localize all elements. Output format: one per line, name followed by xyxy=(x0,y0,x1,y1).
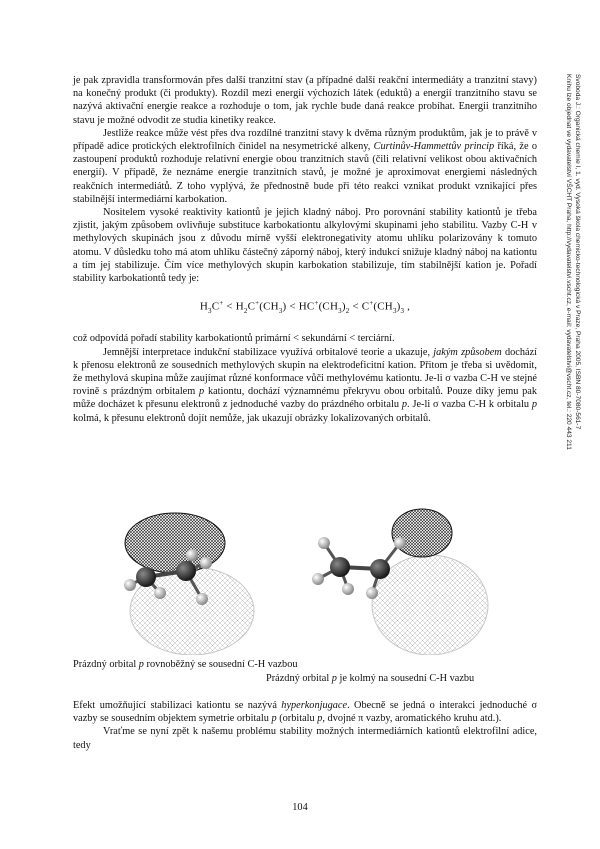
paragraph-7: Vraťme se nyní zpět k našemu problému stability možných intermediárních kationtů elektrofilní adice, tedy xyxy=(73,726,537,751)
carbon-atom xyxy=(370,559,390,579)
paragraph-3: Nositelem vysoké reaktivity kationtů je jejich kladný náboj. Pro porovnání stability kationtů je třeba zjistit, jakým způsobem ovlivňuje substituce karbokationtu alkylovými skupinami jeho stabilitu. Vazby C-H v methylových skupinách jsou z důvodu mírně vyšší elektronegativity atomu uhlíku polarizovány k tomuto atomu. V důsledku toho má atom uhlíku částečný záporný náboj, který indukcí snižuje kladný náboj na kationtu a tím jej stabilizuje. Čím více methylových skupin karbokation stabilizuje, tím stabilnější kation je. Pořadí stability karbokationtů tedy je: xyxy=(73,207,537,285)
hydrogen-atom xyxy=(124,579,136,591)
carbon-atom xyxy=(136,567,156,587)
orbital-figure-parallel xyxy=(80,493,280,655)
stability-formula: $H_3C^+ < H_2C^+(CH_3) < HC^+(CH_3)_2 < C^+(CH_3)_3$ , xyxy=(199,299,411,316)
publication-sidebar xyxy=(564,74,581,554)
hydrogen-atom xyxy=(312,573,324,585)
paragraph-5: Jemnější interpretace indukční stabilizace využívá orbitalové teorie a ukazuje, jakým způsobem dochází k přenosu elektronů ze sousedních methylových skupin na elektrodeficitní kation. Přitom je třeba si uvědomit, že methylová skupina může zaujímat různé konformace vůči methylovému kationtu. Je-li σ vazba C-H ve stejné rovině s prázdným orbitalem p kationtu, dochází významnému překryvu obou orbitalů. Pouze díky jemu pak může docházet k přesunu elektronů z jednoduché vazby do prázdného orbitalu p. Je-li σ vazba C-H k orbitalu p kolmá, k přesunu elektronů dojít nemůže, jak ukazují obrázky lokalizovaných orbitalů. xyxy=(73,346,537,424)
main-text xyxy=(73,74,537,425)
figure-caption-parallel: Prázdný orbital p rovnoběžný se sousední C-H vazbou xyxy=(73,659,298,670)
hydrogen-atom xyxy=(342,583,354,595)
emphasis-jakym-zpusobem: jakým způsobem xyxy=(433,346,502,358)
text-span: říká, že o zastoupení produktů rozhoduje relativní energie obou tranzitních stavů (čili relativní velikost obou aktivačních energií). V případě, že neznáme energie tranzitních stavů, je možné je aproximovat energiemi následných reakčních intermediátů. Z toho vyplývá, že přednostně bude při této reakci vznikat produkt vznikající přes stabilnější intermediární karbokation. xyxy=(73,141,537,205)
paragraph-4: což odpovídá pořadí stability karbokationtů primární < sekundární < terciární. xyxy=(73,333,395,345)
emphasis-hyperkonjugace: hyperkonjugace xyxy=(281,700,348,711)
hydrogen-atom xyxy=(394,537,406,549)
paragraph-6: Efekt umožňující stabilizaci kationtu se nazývá hyperkonjugace. Obecně se jedná o interakci jednoduché σ vazby se sousedním objektem symetrie orbitalu p (orbitalu p, dvojné π vazby, aromatického kruhu atd.). xyxy=(73,700,537,725)
paragraph-1: je pak zpravidla transformován přes další tranzitní stav (a případné další reakční intermediáty a tranzitní stavy) na konečný produkt (či produkty). Rozdíl mezi energií výchozích látek (eduktů) a energií tranzitního stavu se nazývá aktivační energie reakce a rozhoduje o tom, jak rychle bude daná reakce probíhat. Energii tranzitního stavu je možné odvodit ze studia kinetiky reakce. xyxy=(73,75,537,126)
p-orbital-lobe-upper xyxy=(392,509,452,557)
hydrogen-atom xyxy=(366,587,378,599)
hydrogen-atom xyxy=(200,557,212,569)
hydrogen-atom xyxy=(154,587,166,599)
hydrogen-atom xyxy=(196,593,208,605)
emphasis-curtin-hammett: Curtinův-Hammettův princip xyxy=(373,141,495,153)
sidebar-line-2: Knihu lze objednat ve vydavatelství VŠCHT Praha, http://vydavatelstvi.vscht.cz, e-mail: vydavatelstvi@vscht.cz, tel.: 220 443 211 xyxy=(565,74,573,450)
main-text-continued xyxy=(73,699,537,752)
orbital-figures xyxy=(80,493,540,655)
carbon-atom xyxy=(330,557,350,577)
hydrogen-atom xyxy=(186,549,198,561)
carbon-atom xyxy=(176,561,196,581)
paragraph-2 xyxy=(73,127,537,206)
sidebar-line-1: Svoboda J.: Organická chemie I, 1. vyd. Vysoká škola chemicko-technologická v Praze, Praha 2005, ISBN 80-7080-561-7 xyxy=(574,74,581,430)
orbital-figure-perpendicular xyxy=(280,493,520,655)
text-span: Jestliže reakce může vést přes dva rozdílné tranzitní stavy k dvěma různým produktům, jak je to právě v případě adice protických elektrofilních činidel na nesymetrické alkeny, xyxy=(73,127,537,153)
page-number: 104 xyxy=(292,802,308,813)
hydrogen-atom xyxy=(318,537,330,549)
figure-caption-perpendicular: Prázdný orbital p je kolmý na sousední C-H vazbu xyxy=(266,673,475,684)
